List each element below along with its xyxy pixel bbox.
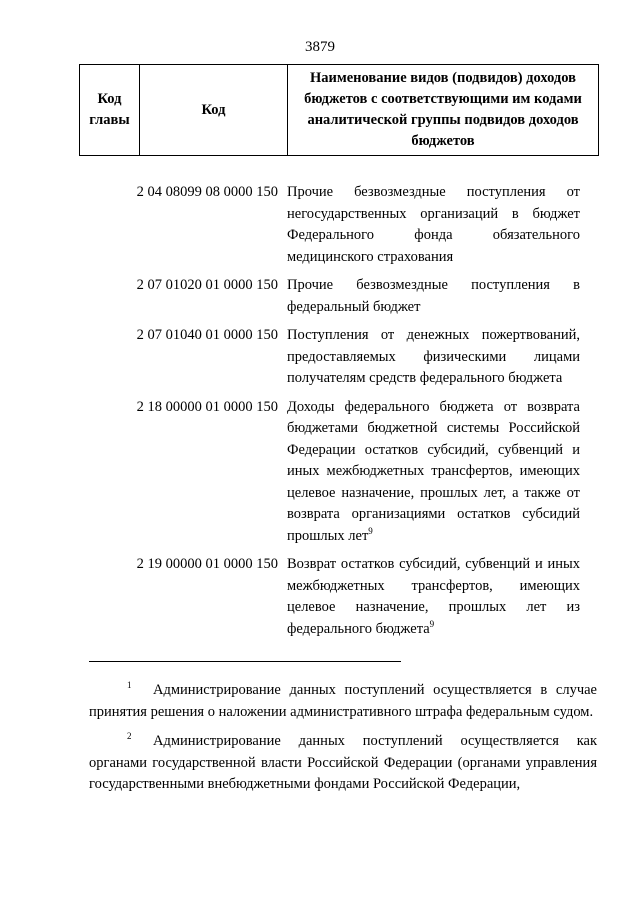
header-chapter-code: Код главы: [80, 65, 140, 156]
footnote-text: Администрирование данных поступлений осуществляется в случае принятия решения о наложении административного штрафа федеральным судом.: [89, 682, 597, 720]
table-row: [0, 275, 640, 318]
footnote-ref: 9: [429, 618, 435, 629]
table-row: [0, 397, 640, 548]
description-text: Доходы федерального бюджета от возврата бюджетами бюджетной системы Российской Федерации остатков субсидий, субвенций и иных межбюджетных трансфертов, имеющих целевое назначение, прошлых лет, а также от возврата организациями остатков субсидий прошлых лет: [287, 398, 580, 544]
description-text: Поступления от денежных пожертвований, предоставляемых физическими лицами получателям средств федерального бюджета: [287, 327, 580, 386]
revenue-code: 2 07 01040 01 0000 150: [136, 327, 278, 343]
revenue-code: 2 07 01020 01 0000 150: [136, 277, 278, 293]
revenue-description: [287, 397, 580, 548]
revenue-code: 2 18 00000 01 0000 150: [136, 398, 278, 415]
revenue-code: 2 19 00000 01 0000 150: [136, 556, 278, 572]
description-text: Прочие безвозмездные поступления в федеральный бюджет: [287, 277, 580, 315]
footnote-text: Администрирование данных поступлений осуществляется как органами государственной власти Российской Федерации (органами управления государственными внебюджетными фондами Российской Федерации,: [89, 733, 597, 792]
table-row: [0, 182, 640, 268]
description-text: Прочие безвозмездные поступления от негосударственных организаций в бюджет Федерального фонда обязательного медицинского страхования: [287, 184, 580, 265]
revenue-description: [287, 325, 580, 390]
description-text: Возврат остатков субсидий, субвенций и иных межбюджетных трансфертов, имеющих целевое назначение, прошлых лет из федерального бюджета: [287, 556, 580, 637]
revenue-description: [287, 554, 580, 640]
footnote: $^2$ Администрирование данных поступлений осуществляется как органами государственной власти Российской Федерации (органами управления государственными внебюджетными фондами Российской Федерации,: [89, 731, 597, 792]
table-row: [0, 554, 640, 640]
revenue-description: [287, 275, 580, 318]
footnote: $^1$ Администрирование данных поступлений осуществляется в случае принятия решения о наложении административного штрафа федеральным судом.: [89, 680, 597, 720]
footnote-separator: [89, 661, 401, 662]
header-row: [80, 65, 599, 156]
footnotes: [89, 680, 597, 804]
header-code: Код: [140, 65, 288, 156]
revenue-description: [287, 182, 580, 268]
header-name: Наименование видов (подвидов) доходов бюджетов с соответствующими им кодами аналитической группы подвидов доходов бюджетов: [288, 65, 599, 156]
page-number: 3879: [305, 39, 335, 55]
revenue-rows: [0, 182, 640, 647]
revenue-code: 2 04 08099 08 0000 150: [136, 184, 278, 200]
table-row: [0, 325, 640, 390]
header-table: [79, 64, 599, 156]
footnote-ref: 9: [368, 525, 373, 536]
